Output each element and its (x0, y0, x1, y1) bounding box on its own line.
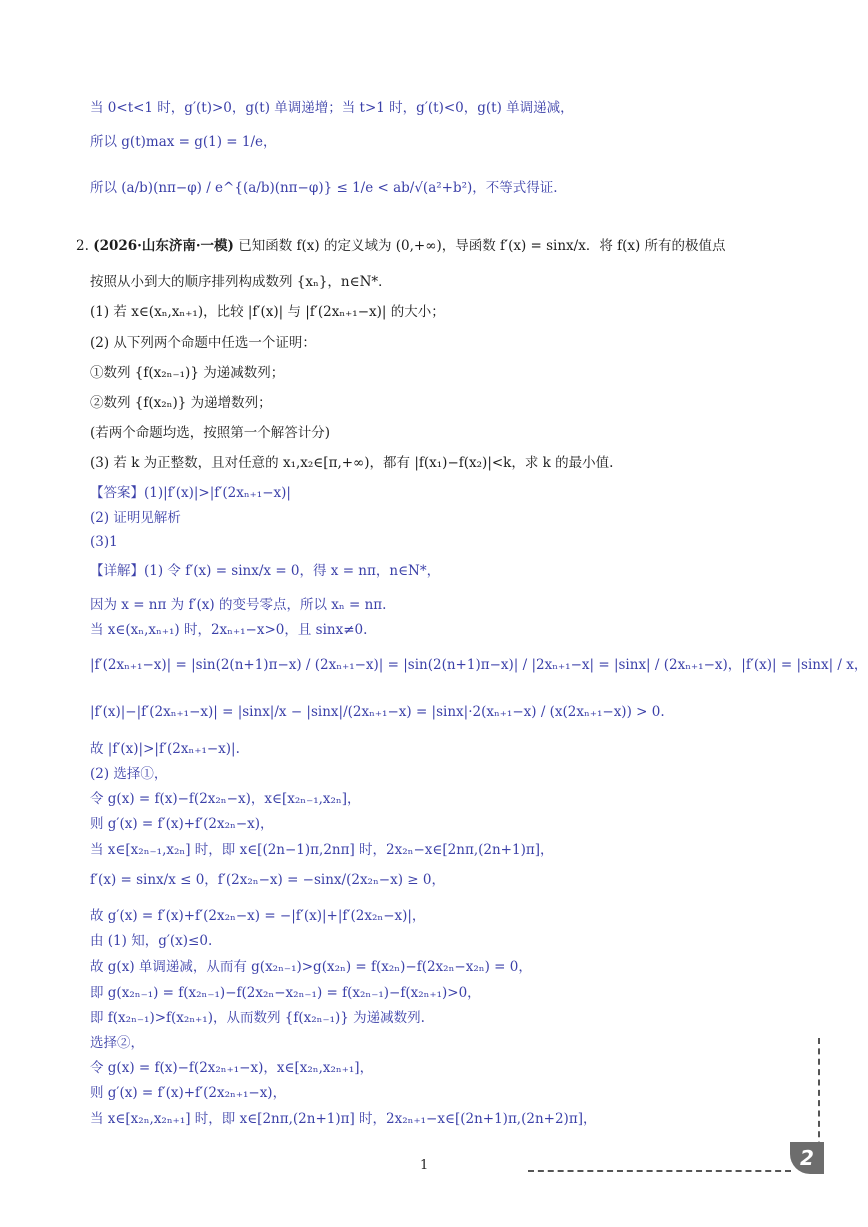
page-corner-badge: 2 (790, 1142, 824, 1174)
solution-line-4: |f′(2xₙ₊₁−x)| = |sin(2(n+1)π−x) / (2xₙ₊₁−x)| = |sin(2(n+1)π−x)| / |2xₙ₊₁−x| = |sinx| / (2xₙ₊₁−x)，|f′(x)| = |sinx| / x， (90, 657, 868, 673)
solution-line-3: 当 x∈(xₙ,xₙ₊₁) 时，2xₙ₊₁−x>0，且 sinx≠0. (90, 622, 368, 638)
solution-line-15: 即 g(x₂ₙ₋₁) = f(x₂ₙ₋₁)−f(2x₂ₙ−x₂ₙ₋₁) = f(x₂ₙ₋₁)−f(x₂ₙ₊₁)>0， (90, 985, 481, 1001)
solution-line-19: 则 g′(x) = f′(x)+f′(2x₂ₙ₊₁−x)， (90, 1085, 287, 1101)
solution-text-1: (1) 令 f′(x) = sinx/x = 0，得 x = nπ，n∈N*， (144, 563, 441, 579)
problem-stem-line-2: 按照从小到大的顺序排列构成数列 {xₙ}，n∈N*． (90, 274, 392, 290)
problem-note: (若两个命题均选，按照第一个解答计分) (90, 425, 331, 441)
decorative-dashed-border-bottom (528, 1170, 791, 1172)
answer-tag: 【答案】 (90, 485, 144, 501)
solution-line-5: |f′(x)|−|f′(2xₙ₊₁−x)| = |sinx|/x − |sinx|/(2xₙ₊₁−x) = |sinx|·2(xₙ₊₁−x) / (x(2xₙ₊₁−x)) > 0. (90, 704, 665, 720)
solution-line-2: 因为 x = nπ 为 f′(x) 的变号零点，所以 xₙ = nπ. (90, 597, 387, 613)
prev-solution-line-3: 所以 (a/b)(nπ−φ) / e^{(a/b)(nπ−φ)} ≤ 1/e < ab/√(a²+b²)，不等式得证. (90, 180, 558, 196)
answer-2: (2) 证明见解析 (90, 510, 181, 526)
solution-tag: 【详解】 (90, 563, 144, 579)
solution-line-13: 由 (1) 知，g′(x)≤0. (90, 933, 213, 949)
solution-line-17: 选择②， (90, 1035, 144, 1051)
decorative-dashed-border-right (818, 1038, 820, 1158)
problem-number: 2. (76, 238, 89, 254)
solution-line-6: 故 |f′(x)|>|f′(2xₙ₊₁−x)|. (90, 741, 240, 757)
solution-line-1 (90, 561, 440, 581)
problem-option-1: ①数列 {f(x₂ₙ₋₁)} 为递减数列； (90, 365, 285, 381)
solution-line-14: 故 g(x) 单调递减，从而有 g(x₂ₙ₋₁)>g(x₂ₙ) = f(x₂ₙ)−f(2x₂ₙ−x₂ₙ) = 0， (90, 959, 532, 975)
answer-3: (3)1 (90, 534, 118, 550)
problem-header (76, 236, 726, 256)
prev-solution-line-2: 所以 g(t)max = g(1) = 1/e， (90, 134, 277, 150)
solution-line-16: 即 f(x₂ₙ₋₁)>f(x₂ₙ₊₁)，从而数列 {f(x₂ₙ₋₁)} 为递减数列. (90, 1010, 425, 1026)
problem-stem-line-1: 已知函数 f(x) 的定义域为 (0,+∞)，导函数 f′(x) = sinx/x．将 f(x) 所有的极值点 (238, 238, 726, 254)
prev-solution-line-1: 当 0<t<1 时，g′(t)>0，g(t) 单调递增；当 t>1 时，g′(t)<0，g(t) 单调递减， (90, 100, 574, 116)
problem-part-1: (1) 若 x∈(xₙ,xₙ₊₁)，比较 |f′(x)| 与 |f′(2xₙ₊₁−x)| 的大小； (90, 304, 445, 320)
problem-part-3: (3) 若 k 为正整数，且对任意的 x₁,x₂∈[π,+∞)，都有 |f(x₁)−f(x₂)|<k，求 k 的最小值. (90, 455, 614, 471)
problem-option-2: ②数列 {f(x₂ₙ)} 为递增数列； (90, 395, 272, 411)
solution-line-11: f′(x) = sinx/x ≤ 0，f′(2x₂ₙ−x) = −sinx/(2x₂ₙ−x) ≥ 0， (90, 872, 445, 888)
solution-line-9: 则 g′(x) = f′(x)+f′(2x₂ₙ−x)， (90, 816, 274, 832)
solution-line-12: 故 g′(x) = f′(x)+f′(2x₂ₙ−x) = −|f′(x)|+|f′(2x₂ₙ−x)|， (90, 908, 426, 924)
solution-line-7: (2) 选择①， (90, 766, 168, 782)
solution-line-8: 令 g(x) = f(x)−f(2x₂ₙ−x)，x∈[x₂ₙ₋₁,x₂ₙ]， (90, 791, 361, 807)
answer-line-1 (90, 483, 291, 503)
solution-line-10: 当 x∈[x₂ₙ₋₁,x₂ₙ] 时，即 x∈[(2n−1)π,2nπ] 时，2x₂ₙ−x∈[2nπ,(2n+1)π]， (90, 842, 554, 858)
answer-1: (1)|f′(x)|>|f′(2xₙ₊₁−x)| (144, 485, 291, 501)
problem-part-2: (2) 从下列两个命题中任选一个证明： (90, 335, 316, 351)
solution-line-20: 当 x∈[x₂ₙ,x₂ₙ₊₁] 时，即 x∈[2nπ,(2n+1)π] 时，2x₂ₙ₊₁−x∈[(2n+1)π,(2n+2)π]， (90, 1111, 597, 1127)
page-number: 1 (420, 1158, 429, 1173)
problem-source: (2026·山东济南·一模) (93, 238, 234, 254)
solution-line-18: 令 g(x) = f(x)−f(2x₂ₙ₊₁−x)，x∈[x₂ₙ,x₂ₙ₊₁]， (90, 1060, 374, 1076)
